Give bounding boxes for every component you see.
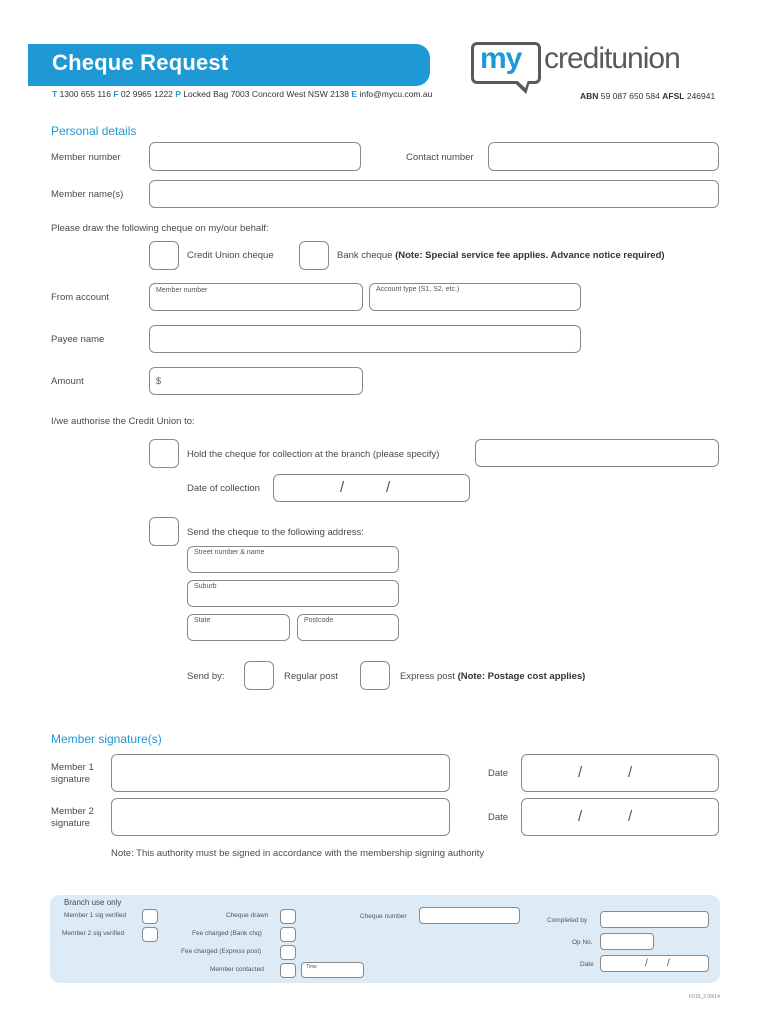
member1-signature-label: Member 1 signature xyxy=(51,762,94,785)
member1-date-label: Date xyxy=(488,768,509,779)
date-of-collection-field[interactable]: / / xyxy=(273,474,470,502)
branch-date-label: Date xyxy=(580,961,594,968)
member2-signature-field[interactable] xyxy=(111,798,450,836)
express-post-label: Express post (Note: Postage cost applies) xyxy=(400,671,586,682)
logo-creditunion-text: creditunion xyxy=(544,42,680,75)
account-type-label: Account type (S1, S2, etc.) xyxy=(376,286,460,293)
member-names-label: Member name(s) xyxy=(51,189,124,200)
time-label: Time xyxy=(306,964,317,970)
member-names-field[interactable] xyxy=(149,180,719,208)
branch-date-field[interactable]: / / xyxy=(600,955,709,972)
member1-date-field[interactable]: / / xyxy=(521,754,719,792)
cheque-number-field[interactable] xyxy=(419,907,520,924)
state-label: State xyxy=(194,617,211,624)
account-type-field[interactable] xyxy=(369,283,581,311)
contact-number-field[interactable] xyxy=(488,142,719,171)
fee-express-post-label: Fee charged (Express post) xyxy=(181,948,262,955)
member2-sig-verified-checkbox[interactable] xyxy=(142,927,158,942)
logo-my-text: my xyxy=(480,42,522,75)
payee-name-field[interactable] xyxy=(149,325,581,353)
cheque-drawn-label: Cheque drawn xyxy=(226,912,269,919)
branch-use-heading: Branch use only xyxy=(64,898,122,907)
op-no-field[interactable] xyxy=(600,933,654,950)
form-code: F010_3 09/14 xyxy=(689,994,720,1000)
street-label: Street number & name xyxy=(194,549,265,556)
state-field[interactable] xyxy=(187,614,290,641)
member2-signature-label: Member 2 signature xyxy=(51,806,94,829)
cheque-number-label: Cheque number xyxy=(360,913,407,920)
from-member-number-field[interactable] xyxy=(149,283,363,311)
credit-union-cheque-checkbox[interactable] xyxy=(149,241,179,270)
member-number-label: Member number xyxy=(51,152,121,163)
completed-by-label: Completed by xyxy=(547,917,588,924)
from-member-number-label: Member number xyxy=(156,287,208,294)
signing-authority-note: Note: This authority must be signed in accordance with the membership signing authority xyxy=(111,848,485,859)
contact-number-label: Contact number xyxy=(406,152,474,163)
fee-bank-cheque-checkbox[interactable] xyxy=(280,927,296,942)
send-cheque-label: Send the cheque to the following address: xyxy=(187,527,364,538)
from-account-label: From account xyxy=(51,292,110,303)
street-field[interactable] xyxy=(187,546,399,573)
member1-sig-verified-checkbox[interactable] xyxy=(142,909,158,924)
page-title: Cheque Request xyxy=(52,50,229,75)
bank-cheque-note: (Note: Special service fee applies. Advance notice required) xyxy=(395,250,665,261)
member1-sig-verified-label: Member 1 sig verified xyxy=(64,912,127,919)
member2-date-label: Date xyxy=(488,812,509,823)
express-post-checkbox[interactable] xyxy=(360,661,390,690)
date-of-collection-label: Date of collection xyxy=(187,483,260,494)
cheque-drawn-checkbox[interactable] xyxy=(280,909,296,924)
postcode-field[interactable] xyxy=(297,614,399,641)
express-post-note: (Note: Postage cost applies) xyxy=(457,671,586,682)
payee-name-label: Payee name xyxy=(51,334,105,345)
authorise-prompt: I/we authorise the Credit Union to: xyxy=(51,416,195,427)
member-number-field[interactable] xyxy=(149,142,361,171)
member-contacted-checkbox[interactable] xyxy=(280,963,296,978)
postcode-label: Postcode xyxy=(304,617,334,624)
contact-line: T 1300 655 116 F 02 9965 1222 P Locked Bag 7003 Concord West NSW 2138 E info@mycu.com.au xyxy=(52,89,433,99)
hold-cheque-label: Hold the cheque for collection at the branch (please specify) xyxy=(187,449,440,460)
member-contacted-label: Member contacted xyxy=(210,966,264,973)
member1-signature-field[interactable] xyxy=(111,754,450,792)
member2-sig-verified-label: Member 2 sig verified xyxy=(62,930,125,937)
suburb-field[interactable] xyxy=(187,580,399,607)
time-field[interactable] xyxy=(301,962,364,978)
completed-by-field[interactable] xyxy=(600,911,709,928)
suburb-label: Suburb xyxy=(194,583,217,590)
fee-bank-cheque-label: Fee charged (Bank chq) xyxy=(192,930,262,937)
personal-details-heading: Personal details xyxy=(51,124,137,138)
regular-post-checkbox[interactable] xyxy=(244,661,274,690)
member-signatures-heading: Member signature(s) xyxy=(51,732,162,746)
bank-cheque-checkbox[interactable] xyxy=(299,241,329,270)
currency-symbol: $ xyxy=(156,376,162,386)
send-by-label: Send by: xyxy=(187,671,225,682)
hold-cheque-checkbox[interactable] xyxy=(149,439,179,468)
member2-date-field[interactable]: / / xyxy=(521,798,719,836)
abn-line: ABN 59 087 650 584 AFSL 246941 xyxy=(580,91,716,101)
credit-union-cheque-label: Credit Union cheque xyxy=(187,250,274,261)
fee-express-post-checkbox[interactable] xyxy=(280,945,296,960)
send-cheque-checkbox[interactable] xyxy=(149,517,179,546)
amount-label: Amount xyxy=(51,376,84,387)
amount-field[interactable] xyxy=(149,367,363,395)
draw-prompt: Please draw the following cheque on my/our behalf: xyxy=(51,223,269,234)
branch-specify-field[interactable] xyxy=(475,439,719,467)
bank-cheque-label: Bank cheque (Note: Special service fee applies. Advance notice required) xyxy=(337,250,665,261)
op-no-label: Op No. xyxy=(572,939,593,946)
regular-post-label: Regular post xyxy=(284,671,338,682)
